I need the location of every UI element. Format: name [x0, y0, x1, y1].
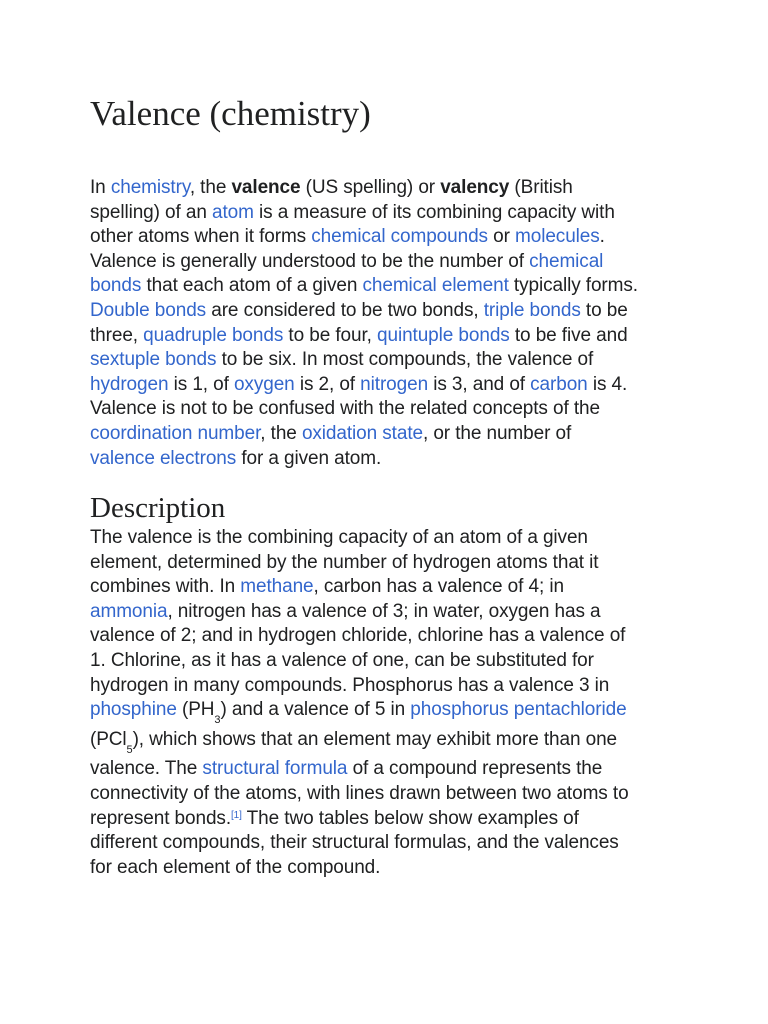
text-line: phosphine $(PH_3)$ and a valence of 5 in phosphorus pentachloride	[90, 699, 627, 727]
text-line: coordination number, the oxidation state, or the number of	[90, 422, 572, 444]
link-phosphine[interactable]: phosphine	[90, 699, 177, 721]
section-heading-description: Description	[90, 492, 226, 524]
text-line: 1. Chlorine, as it has a valence of one, can be substituted for	[90, 649, 594, 671]
text-line: connectivity of the atoms, with lines drawn between two atoms to	[90, 782, 629, 804]
link-chemical-bonds[interactable]: chemical	[529, 250, 604, 272]
text-line: combines with. In methane, carbon has a valence of 4; in	[90, 576, 564, 598]
link-oxygen[interactable]: oxygen	[233, 373, 295, 395]
link-chemistry[interactable]: chemistry	[110, 177, 190, 198]
term-valence: valence	[231, 177, 301, 198]
link-valence-electrons[interactable]: valence electrons	[90, 447, 237, 469]
text-line: represent bonds.[1] The two tables below show examples of	[90, 807, 579, 829]
text-line: (PCl$_5$), which shows that an element may exhibit more than one	[90, 728, 618, 756]
text-line: valence. The structural formula of a compound represents the	[90, 758, 603, 780]
link-atom[interactable]: atom	[211, 201, 254, 223]
text-line: valence of 2; and in hydrogen chloride, chlorine has a valence of	[90, 625, 626, 647]
text-line: hydrogen is 1, of oxygen is 2, of nitrogen is 3, and of carbon is 4.	[90, 373, 628, 395]
link-chemical-element[interactable]: chemical element	[362, 275, 509, 297]
text-line: The valence is the combining capacity of an atom of a given	[90, 527, 588, 548]
text-line: three, quadruple bonds to be four, quintuple bonds to be five and	[90, 324, 628, 346]
link-molecules[interactable]: molecules	[515, 226, 600, 248]
subscript: 5	[126, 743, 133, 756]
page-title: Valence (chemistry)	[90, 94, 371, 133]
text-line: Double bonds are considered to be two bonds, triple bonds to be	[90, 299, 628, 321]
text-line: other atoms when it forms chemical compounds or molecules.	[90, 226, 605, 248]
link-structural-formula[interactable]: structural formula	[202, 758, 348, 780]
text-line: spelling) of an atom is a measure of its combining capacity with	[90, 201, 615, 223]
text-line: bonds that each atom of a given chemical element typically forms.	[90, 275, 638, 297]
intro-paragraph	[90, 176, 690, 471]
subscript: 3	[214, 714, 221, 727]
link-ammonia[interactable]: ammonia	[90, 600, 168, 622]
text-line: In chemistry, the valence (US spelling) or valency (British	[90, 177, 573, 198]
text-line: ammonia, nitrogen has a valence of 3; in water, oxygen has a	[90, 600, 601, 622]
text-line: different compounds, their structural formulas, and the valences	[90, 832, 619, 854]
description-paragraph	[90, 526, 690, 880]
text-line: valence electrons for a given atom.	[90, 447, 382, 469]
link-carbon[interactable]: carbon	[530, 373, 588, 395]
link-hydrogen[interactable]: hydrogen	[90, 373, 169, 395]
link-nitrogen[interactable]: nitrogen	[360, 373, 429, 395]
text-line: Valence is not to be confused with the related concepts of the	[90, 398, 600, 420]
link-coordination-number[interactable]: coordination number	[90, 422, 261, 444]
link-triple-bonds[interactable]: triple bonds	[483, 299, 581, 321]
link-oxidation-state[interactable]: oxidation state	[301, 422, 423, 444]
link-quadruple-bonds[interactable]: quadruple bonds	[143, 324, 284, 346]
link-methane[interactable]: methane	[240, 576, 314, 598]
text-line: Valence is generally understood to be the number of chemical	[90, 250, 604, 272]
text-line: sextuple bonds to be six. In most compounds, the valence of	[90, 349, 594, 371]
link-chemical-compounds[interactable]: chemical compounds	[311, 226, 488, 248]
link-sextuple-bonds[interactable]: sextuple bonds	[90, 349, 217, 371]
text-line: for each element of the compound.	[90, 856, 381, 878]
text-line: hydrogen in many compounds. Phosphorus has a valence 3 in	[90, 674, 610, 696]
text-line: element, determined by the number of hydrogen atoms that it	[90, 551, 599, 573]
term-valency: valency	[440, 177, 510, 198]
link-phosphorus-pentachloride[interactable]: phosphorus pentachloride	[410, 699, 627, 721]
link-quintuple-bonds[interactable]: quintuple bonds	[377, 324, 510, 346]
reference-link[interactable]: [1]	[231, 809, 242, 821]
link-chemical-bonds[interactable]: bonds	[90, 275, 142, 297]
link-double-bonds[interactable]: Double bonds	[90, 299, 207, 321]
